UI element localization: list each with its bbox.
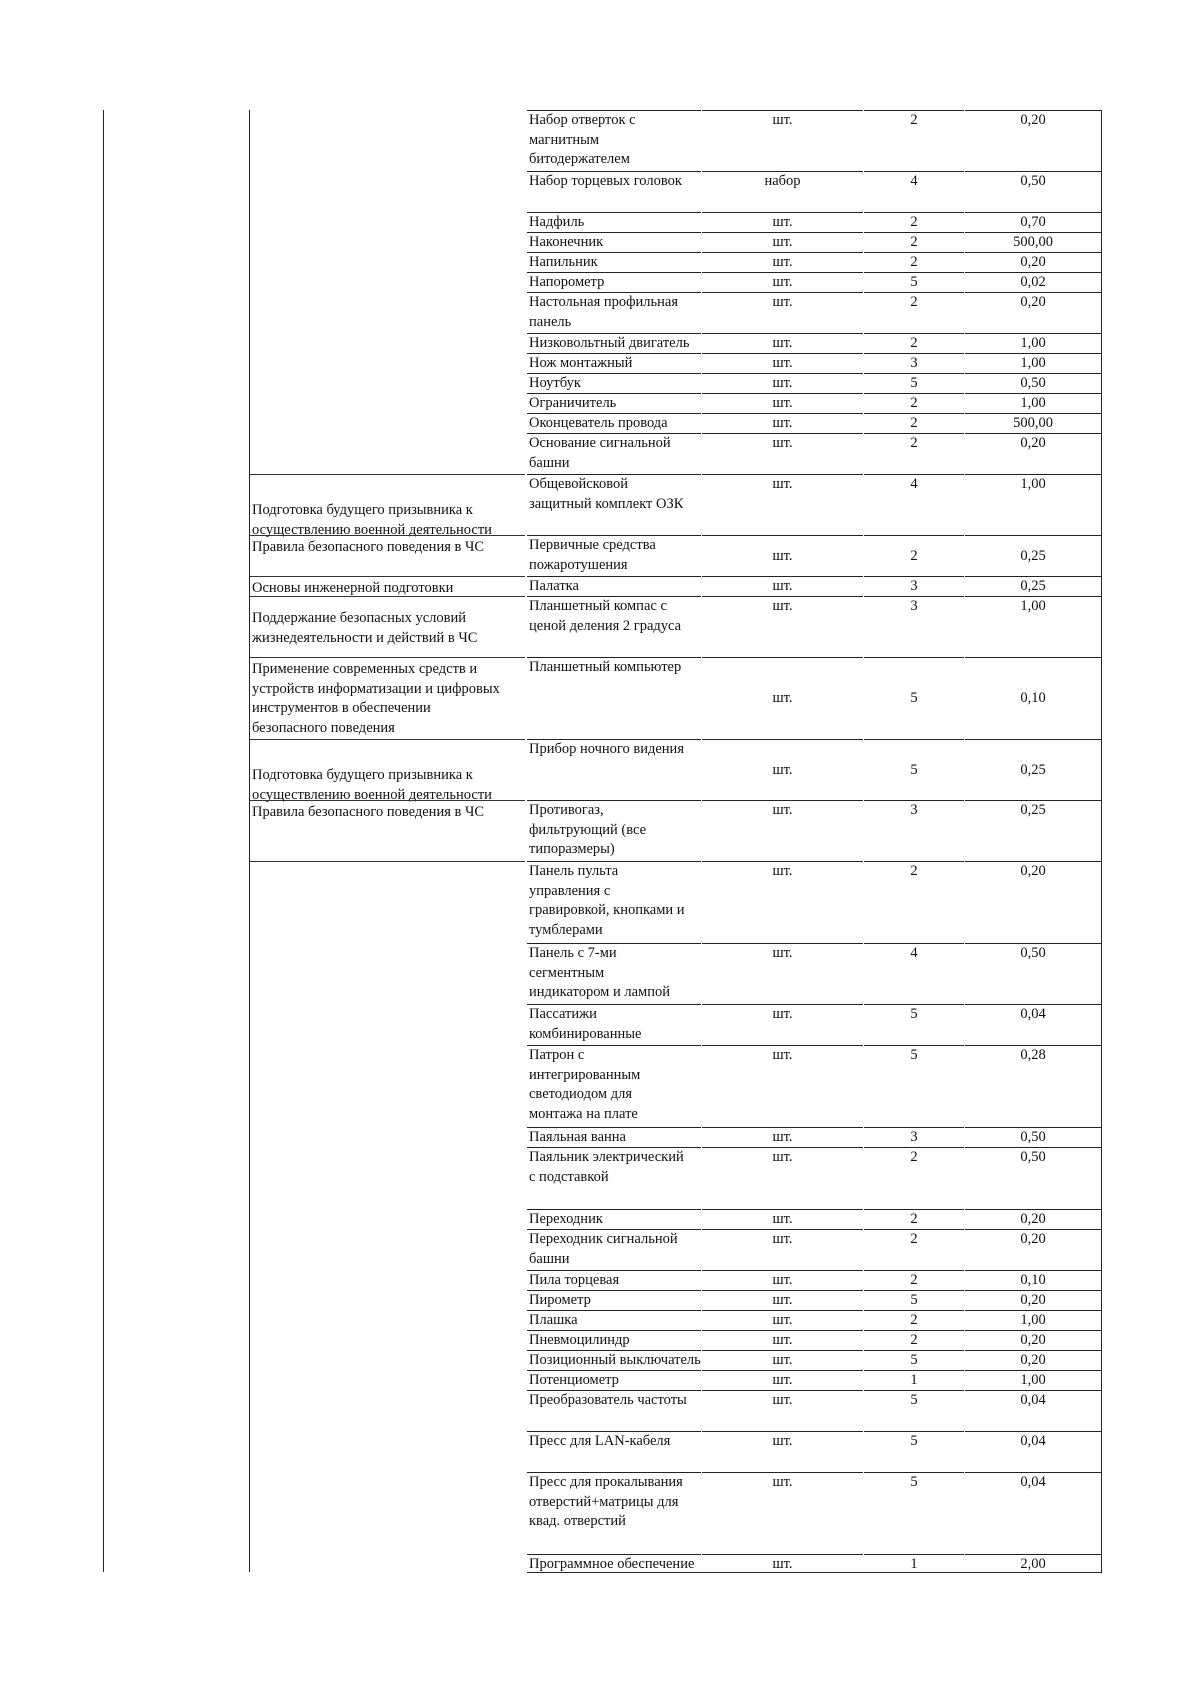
unit-cell: шт. xyxy=(702,292,863,333)
unit-cell: шт. xyxy=(702,1554,863,1572)
norm-cell: 0,04 xyxy=(965,1431,1101,1472)
norm-cell: 1,00 xyxy=(965,474,1101,535)
item-name-cell: Основание сигнальной башни xyxy=(527,433,701,474)
subject-cell xyxy=(250,393,525,413)
item-name-cell: Оконцеватель провода xyxy=(527,413,701,433)
norm-cell: 500,00 xyxy=(965,413,1101,433)
table-row xyxy=(0,1370,1200,1390)
table-row xyxy=(0,1147,1200,1209)
item-name-cell: Первичные средства пожаротушения xyxy=(527,535,701,576)
unit-cell: шт. xyxy=(702,212,863,232)
subject-cell xyxy=(250,657,525,739)
unit-cell: шт. xyxy=(702,413,863,433)
quantity-cell: 2 xyxy=(864,1270,964,1290)
table-row xyxy=(0,576,1200,596)
unit-cell: шт. xyxy=(702,943,863,1004)
item-name-cell: Пневмоцилиндр xyxy=(527,1330,701,1350)
quantity-cell: 2 xyxy=(864,433,964,474)
unit-cell: шт. xyxy=(702,433,863,474)
subject-cell xyxy=(250,252,525,272)
unit-cell: шт. xyxy=(702,353,863,373)
subject-cell xyxy=(250,861,525,943)
norm-cell: 0,20 xyxy=(965,292,1101,333)
item-name-cell: Прибор ночного видения xyxy=(527,739,701,800)
subject-cell xyxy=(250,576,525,596)
item-name-cell: Набор отверток с магнитным битодержателем xyxy=(527,110,701,171)
unit-cell: шт. xyxy=(702,1209,863,1229)
norm-cell: 0,20 xyxy=(965,861,1101,943)
quantity-cell: 2 xyxy=(864,1147,964,1209)
item-name-cell: Ноутбук xyxy=(527,373,701,393)
subject-cell xyxy=(250,1270,525,1290)
norm-cell: 0,04 xyxy=(965,1472,1101,1554)
subject-cell xyxy=(250,800,525,861)
item-name-cell: Палатка xyxy=(527,576,701,596)
quantity-cell: 2 xyxy=(864,252,964,272)
table-row xyxy=(0,1127,1200,1147)
quantity-cell: 1 xyxy=(864,1370,964,1390)
quantity-cell: 2 xyxy=(864,292,964,333)
norm-cell: 2,00 xyxy=(965,1554,1101,1572)
quantity-cell: 2 xyxy=(864,333,964,353)
subject-cell xyxy=(250,1127,525,1147)
quantity-cell: 2 xyxy=(864,110,964,171)
item-name-cell: Пресс для прокалывания отверстий+матрицы для квад. отверстий xyxy=(527,1472,701,1554)
subject-cell xyxy=(250,943,525,1004)
norm-cell: 0,02 xyxy=(965,272,1101,292)
subject-cell xyxy=(250,1209,525,1229)
norm-cell: 0,28 xyxy=(965,1045,1101,1127)
norm-cell: 0,50 xyxy=(965,1147,1101,1209)
subject-cell xyxy=(250,1290,525,1310)
subject-cell xyxy=(250,1147,525,1209)
subject-cell xyxy=(250,171,525,212)
table-row xyxy=(0,1004,1200,1045)
unit-cell: шт. xyxy=(702,739,863,800)
subject-cell xyxy=(250,1554,525,1572)
norm-cell: 1,00 xyxy=(965,596,1101,657)
norm-cell: 0,25 xyxy=(965,535,1101,576)
unit-cell: шт. xyxy=(702,861,863,943)
norm-cell: 0,25 xyxy=(965,576,1101,596)
subject-text: Правила безопасного поведения в ЧС xyxy=(252,804,485,820)
table-row xyxy=(0,433,1200,474)
table-row xyxy=(0,1431,1200,1472)
norm-cell: 0,50 xyxy=(965,943,1101,1004)
item-name-cell: Паяльная ванна xyxy=(527,1127,701,1147)
norm-cell: 0,04 xyxy=(965,1004,1101,1045)
item-name-cell: Потенциометр xyxy=(527,1370,701,1390)
quantity-cell: 2 xyxy=(864,1229,964,1270)
norm-cell: 1,00 xyxy=(965,1370,1101,1390)
unit-cell: набор xyxy=(702,171,863,212)
unit-cell: шт. xyxy=(702,1431,863,1472)
item-name-cell: Противогаз, фильтрующий (все типоразмеры) xyxy=(527,800,701,861)
item-name-cell: Планшетный компьютер xyxy=(527,657,701,739)
norm-cell: 0,70 xyxy=(965,212,1101,232)
unit-cell: шт. xyxy=(702,393,863,413)
table-row xyxy=(0,1209,1200,1229)
norm-cell: 0,20 xyxy=(965,1229,1101,1270)
unit-cell: шт. xyxy=(702,1330,863,1350)
table-row xyxy=(0,474,1200,538)
subject-cell xyxy=(250,739,525,803)
norm-cell: 1,00 xyxy=(965,1310,1101,1330)
table-row xyxy=(0,596,1200,657)
unit-cell: шт. xyxy=(702,1390,863,1431)
unit-cell: шт. xyxy=(702,596,863,657)
table-row xyxy=(0,1310,1200,1330)
quantity-cell: 2 xyxy=(864,1330,964,1350)
unit-cell: шт. xyxy=(702,1229,863,1270)
subject-cell xyxy=(250,535,525,576)
unit-cell: шт. xyxy=(702,1147,863,1209)
norm-cell: 0,25 xyxy=(965,800,1101,861)
table-row xyxy=(0,272,1200,292)
norm-cell: 0,25 xyxy=(965,739,1101,800)
subject-cell xyxy=(250,1370,525,1390)
item-name-cell: Программное обеспечение xyxy=(527,1554,701,1572)
norm-cell: 0,20 xyxy=(965,1350,1101,1370)
quantity-cell: 2 xyxy=(864,413,964,433)
norm-cell: 1,00 xyxy=(965,353,1101,373)
quantity-cell: 3 xyxy=(864,800,964,861)
subject-text: Подготовка будущего призывника к осуществлению военной деятельности xyxy=(252,502,492,538)
subject-cell xyxy=(250,474,525,538)
subject-cell xyxy=(250,212,525,232)
subject-cell xyxy=(250,110,525,171)
norm-cell: 0,20 xyxy=(965,252,1101,272)
quantity-cell: 5 xyxy=(864,1472,964,1554)
subject-cell xyxy=(250,1330,525,1350)
table-row xyxy=(0,800,1200,861)
item-name-cell: Планшетный компас с ценой деления 2 градуса xyxy=(527,596,701,657)
item-name-cell: Позиционный выключатель xyxy=(529,1352,701,1368)
item-name-cell: Пресс для LAN-кабеля xyxy=(527,1431,701,1472)
subject-cell xyxy=(250,1431,525,1472)
table-row xyxy=(0,1350,1200,1370)
quantity-cell: 3 xyxy=(864,596,964,657)
table-row xyxy=(0,110,1200,171)
item-name-cell: Напорометр xyxy=(527,272,701,292)
norm-cell: 0,10 xyxy=(965,1270,1101,1290)
unit-cell: шт. xyxy=(702,1045,863,1127)
item-name-cell: Надфиль xyxy=(527,212,701,232)
unit-cell: шт. xyxy=(702,333,863,353)
quantity-cell: 5 xyxy=(864,657,964,739)
unit-cell: шт. xyxy=(702,232,863,252)
table-row xyxy=(0,1390,1200,1431)
table-row xyxy=(0,1045,1200,1127)
item-name-cell: Набор торцевых головок xyxy=(527,171,701,212)
table-row xyxy=(0,232,1200,252)
subject-cell xyxy=(250,1472,525,1554)
subject-cell xyxy=(250,272,525,292)
quantity-cell: 4 xyxy=(864,474,964,535)
item-name-cell: Наконечник xyxy=(527,232,701,252)
item-name-cell: Панель пульта управления с гравировкой, кнопками и тумблерами xyxy=(527,861,701,943)
item-name-cell: Низковольтный двигатель xyxy=(527,333,701,353)
table-row xyxy=(0,373,1200,393)
table-row xyxy=(0,657,1200,739)
quantity-cell: 5 xyxy=(864,1350,964,1370)
subject-cell xyxy=(250,1350,525,1370)
quantity-cell: 3 xyxy=(864,1127,964,1147)
item-name-cell: Плашка xyxy=(527,1310,701,1330)
quantity-cell: 2 xyxy=(864,861,964,943)
unit-cell: шт. xyxy=(702,373,863,393)
item-name-cell: Напильник xyxy=(527,252,701,272)
table-row xyxy=(0,861,1200,943)
quantity-cell: 5 xyxy=(864,1045,964,1127)
quantity-cell: 5 xyxy=(864,1004,964,1045)
table-row xyxy=(0,739,1200,803)
quantity-cell: 3 xyxy=(864,353,964,373)
subject-cell xyxy=(250,1229,525,1270)
item-name-cell: Настольная профильная панель xyxy=(527,292,701,333)
subject-cell xyxy=(250,413,525,433)
norm-cell: 0,20 xyxy=(965,433,1101,474)
subject-cell xyxy=(250,373,525,393)
quantity-cell: 2 xyxy=(864,232,964,252)
table-row xyxy=(0,1472,1200,1554)
table-row xyxy=(0,1229,1200,1270)
norm-cell: 0,50 xyxy=(965,373,1101,393)
table-bottom-border xyxy=(527,1572,1102,1573)
subject-cell xyxy=(250,1390,525,1431)
table-row xyxy=(0,1270,1200,1290)
item-name-cell: Ограничитель xyxy=(527,393,701,413)
subject-cell xyxy=(250,232,525,252)
unit-cell: шт. xyxy=(702,1270,863,1290)
norm-cell: 500,00 xyxy=(965,232,1101,252)
subject-cell xyxy=(250,433,525,474)
item-name-cell: Нож монтажный xyxy=(527,353,701,373)
norm-cell: 0,20 xyxy=(965,1330,1101,1350)
subject-cell xyxy=(250,1045,525,1127)
subject-text: Поддержание безопасных условий жизнедеятельности и действий в ЧС xyxy=(252,610,478,646)
quantity-cell: 2 xyxy=(864,535,964,576)
norm-cell: 0,20 xyxy=(965,1290,1101,1310)
quantity-cell: 5 xyxy=(864,272,964,292)
subject-text: Применение современных средств и устройств информатизации и цифровых инструментов в обеспечении безопасного поведения xyxy=(252,661,500,736)
item-name-cell: Пирометр xyxy=(527,1290,701,1310)
subject-cell xyxy=(250,292,525,333)
table-row xyxy=(0,535,1200,576)
item-name-cell: Пассатижи комбинированные xyxy=(527,1004,701,1045)
item-name-cell: Патрон с интегрированным светодиодом для монтажа на плате xyxy=(527,1045,701,1127)
item-name-cell: Переходник сигнальной башни xyxy=(527,1229,701,1270)
table-row xyxy=(0,212,1200,232)
subject-cell xyxy=(250,1310,525,1330)
quantity-cell: 4 xyxy=(864,943,964,1004)
unit-cell: шт. xyxy=(702,1350,863,1370)
table-row xyxy=(0,252,1200,272)
norm-cell: 1,00 xyxy=(965,393,1101,413)
unit-cell: шт. xyxy=(702,800,863,861)
table-row xyxy=(0,943,1200,1004)
item-name-cell: Переходник xyxy=(527,1209,701,1229)
table-row xyxy=(0,353,1200,373)
quantity-cell: 5 xyxy=(864,1431,964,1472)
unit-cell: шт. xyxy=(702,1472,863,1554)
table-row xyxy=(0,393,1200,413)
norm-cell: 0,20 xyxy=(965,110,1101,171)
norm-cell: 0,20 xyxy=(965,1209,1101,1229)
table-row xyxy=(0,1290,1200,1310)
unit-cell: шт. xyxy=(702,474,863,535)
quantity-cell: 4 xyxy=(864,171,964,212)
quantity-cell: 2 xyxy=(864,212,964,232)
quantity-cell: 5 xyxy=(864,1290,964,1310)
subject-text: Основы инженерной подготовки xyxy=(252,580,454,596)
unit-cell: шт. xyxy=(702,110,863,171)
unit-cell: шт. xyxy=(702,1127,863,1147)
quantity-cell: 5 xyxy=(864,1390,964,1431)
table-row xyxy=(0,171,1200,212)
unit-cell: шт. xyxy=(702,1290,863,1310)
item-name-cell: Общевойсковой защитный комплект ОЗК xyxy=(527,474,701,535)
quantity-cell: 3 xyxy=(864,576,964,596)
subject-cell xyxy=(250,596,525,657)
unit-cell: шт. xyxy=(702,1370,863,1390)
table-row xyxy=(0,1330,1200,1350)
unit-cell: шт. xyxy=(702,576,863,596)
table-row xyxy=(0,333,1200,353)
unit-cell: шт. xyxy=(702,657,863,739)
item-name-cell: Панель с 7-ми сегментным индикатором и лампой xyxy=(527,943,701,1004)
unit-cell: шт. xyxy=(702,252,863,272)
quantity-cell: 2 xyxy=(864,1209,964,1229)
unit-cell: шт. xyxy=(702,272,863,292)
subject-text: Подготовка будущего призывника к осуществлению военной деятельности xyxy=(252,767,492,803)
quantity-cell: 5 xyxy=(864,739,964,800)
table-row xyxy=(0,292,1200,333)
unit-cell: шт. xyxy=(702,1310,863,1330)
item-name-cell: Преобразователь частоты xyxy=(527,1390,701,1431)
subject-cell xyxy=(250,353,525,373)
norm-cell: 0,50 xyxy=(965,171,1101,212)
subject-text: Правила безопасного поведения в ЧС xyxy=(252,539,485,555)
subject-cell xyxy=(250,1004,525,1045)
quantity-cell: 2 xyxy=(864,393,964,413)
norm-cell: 0,50 xyxy=(965,1127,1101,1147)
quantity-cell: 1 xyxy=(864,1554,964,1572)
subject-cell xyxy=(250,333,525,353)
unit-cell: шт. xyxy=(702,1004,863,1045)
norm-cell: 0,04 xyxy=(965,1390,1101,1431)
norm-cell: 1,00 xyxy=(965,333,1101,353)
table-row xyxy=(0,1554,1200,1572)
item-name-cell: Пила торцевая xyxy=(527,1270,701,1290)
quantity-cell: 5 xyxy=(864,373,964,393)
unit-cell: шт. xyxy=(702,535,863,576)
table-row xyxy=(0,413,1200,433)
norm-cell: 0,10 xyxy=(965,657,1101,739)
item-name-cell: Паяльник электрический с подставкой xyxy=(527,1147,701,1209)
quantity-cell: 2 xyxy=(864,1310,964,1330)
